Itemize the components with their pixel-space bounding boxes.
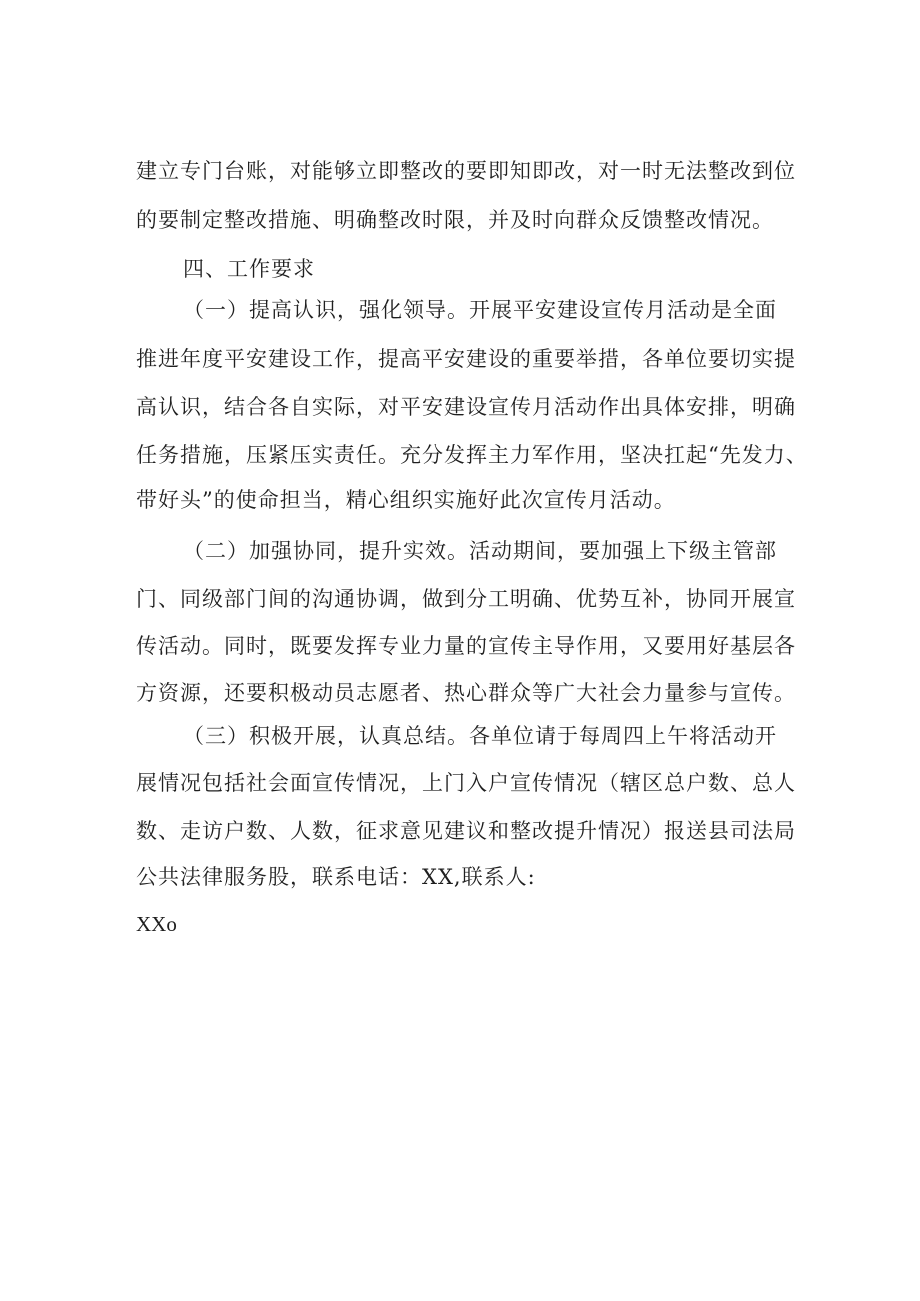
paragraph-line: 带好头”的使命担当，精心组织实施好此次宣传月活动。 [136,488,676,512]
paragraph-line: 门、同级部门间的沟通协调，做到分工明确、优势互补，协同开展宣 [136,587,796,611]
paragraph-line: 建立专门台账，对能够立即整改的要即知即改，对一时无法整改到位 [136,159,796,183]
paragraph-line: （二）加强协同，提升实效。活动期间，要加强上下级主管部 [183,539,777,563]
paragraph-line: 公共法律服务股，联系电话：XX,联系人: [136,865,536,889]
paragraph-line: 推进年度平安建设工作，提高平安建设的重要举措，各单位要切实提 [136,347,796,371]
paragraph-line: 任务措施，压紧压实责任。充分发挥主力军作用，坚决扛起“先发力、 [136,443,808,467]
paragraph-line: （三）积极开展，认真总结。各单位请于每周四上午将活动开 [183,724,777,748]
paragraph-line: 高认识，结合各自实际，对平安建设宣传月活动作出具体安排，明确 [136,395,796,419]
paragraph-line: 数、走访户数、人数，征求意见建议和整改提升情况）报送县司法局 [136,819,796,843]
paragraph-line: （一）提高认识，强化领导。开展平安建设宣传月活动是全面 [183,298,777,322]
paragraph-line: 的要制定整改措施、明确整改时限，并及时向群众反馈整改情况。 [136,208,774,232]
paragraph-line: 传活动。同时，既要发挥专业力量的宣传主导作用，又要用好基层各 [136,634,796,658]
section-heading: 四、工作要求 [183,257,315,281]
paragraph-line: XXo [136,912,177,936]
paragraph-line: 展情况包括社会面宣传情况，上门入户宣传情况（辖区总户数、总人 [136,771,796,795]
paragraph-line: 方资源，还要积极动员志愿者、热心群众等广大社会力量参与宣传。 [136,681,796,705]
